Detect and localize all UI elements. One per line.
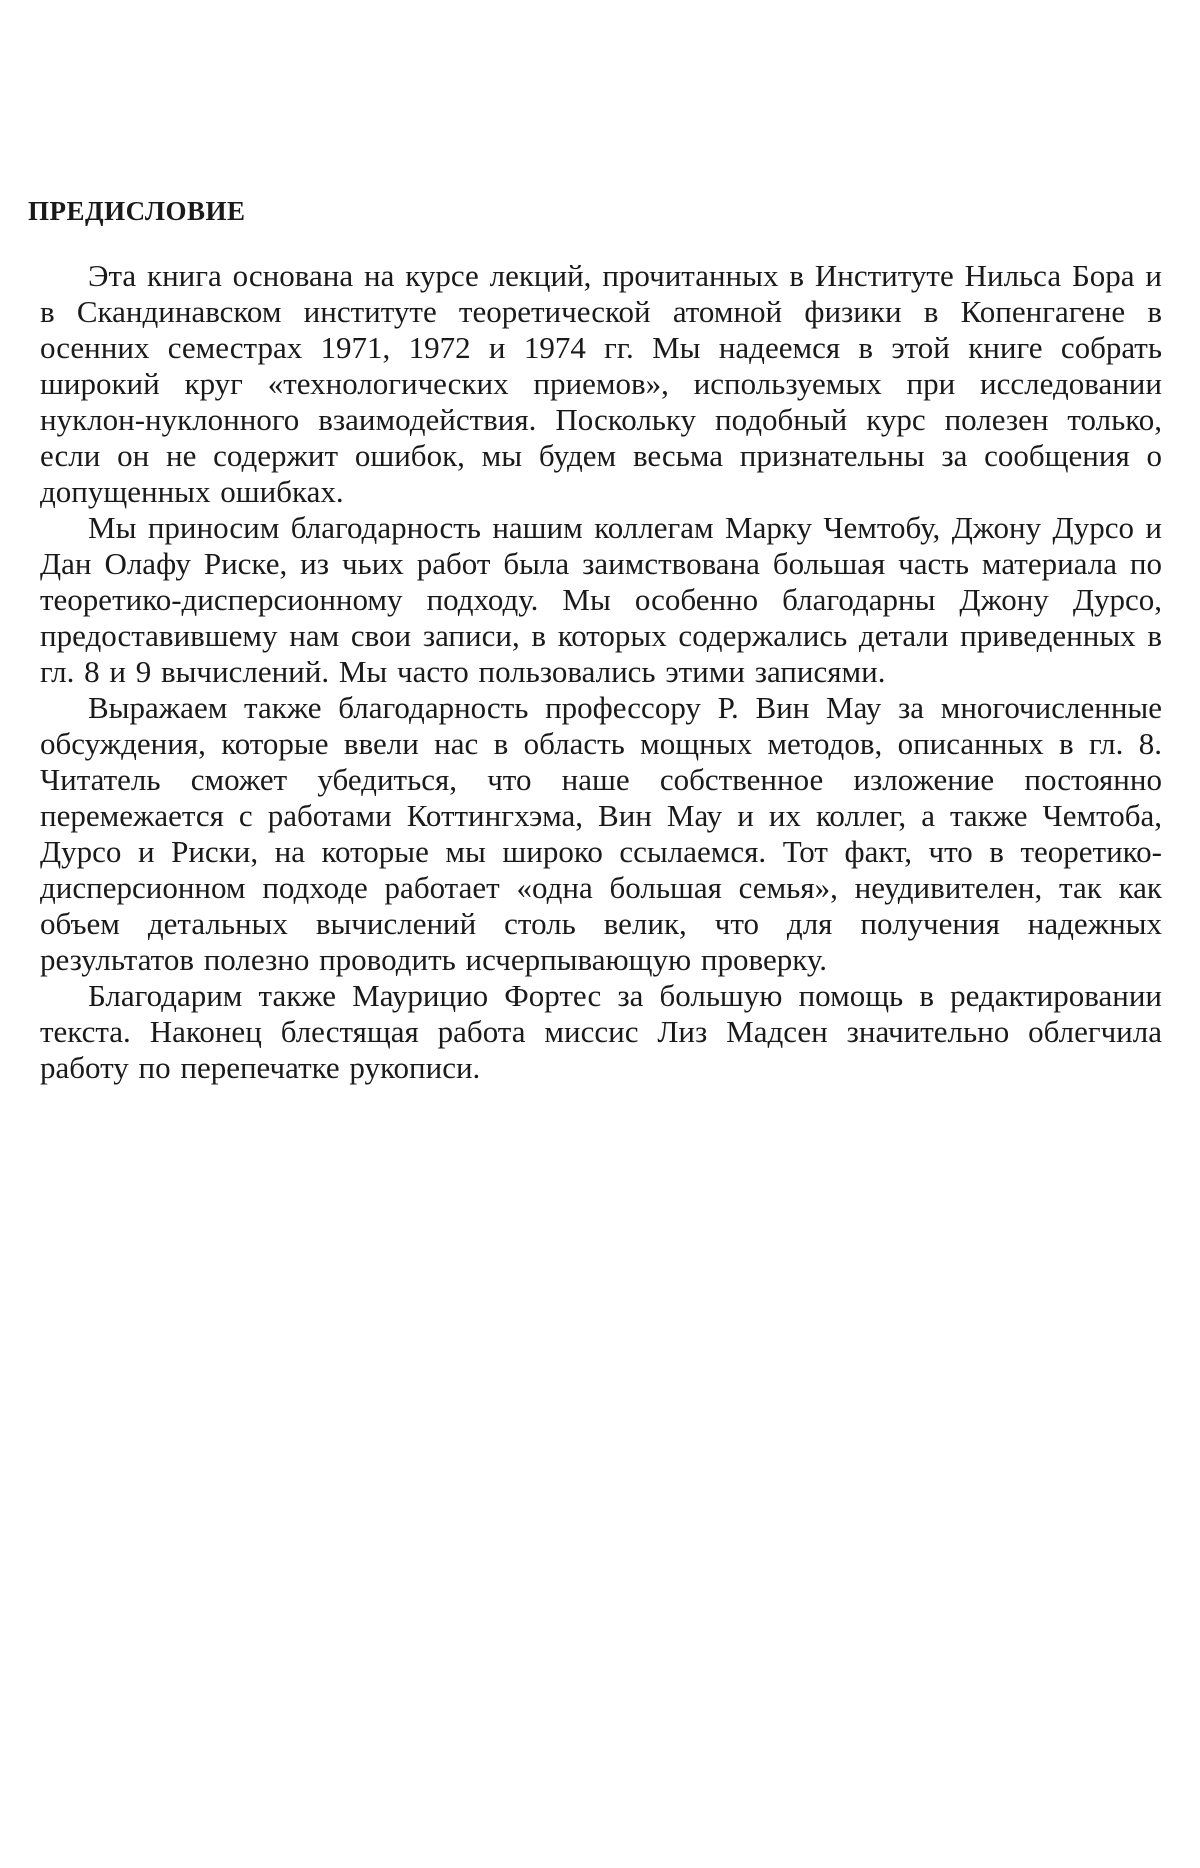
paragraph-2: Мы приносим благодарность нашим коллегам Марку Чемтобу, Джону Дурсо и Дан Олафу Риске, из чьих работ была заимствована большая часть материала по теоретико-дисперсионному подходу. Мы особенно благодарны Джону Дурсо, предоставившему нам свои записи, в которых содержались детали приведенных в гл. 8 и 9 вычислений. Мы часто пользовались этими записями. <box>40 510 1162 689</box>
paragraph-1: Эта книга основана на курсе лекций, прочитанных в Институте Нильса Бора и в Скандинавском институте теоретической атомной физики в Копенгагене в осенних семестрах 1971, 1972 и 1974 гг. Мы надеемся в этой книге собрать широкий круг «технологических приемов», используемых при исследовании нуклон-нуклонного взаимодействия. Поскольку подобный курс полезен только, если он не содержит ошибок, мы будем весьма признательны за сообщения о допущенных ошибках. <box>40 258 1162 509</box>
page-heading: ПРЕДИСЛОВИЕ <box>28 196 246 226</box>
preface-body <box>40 258 1162 1086</box>
paragraph-4: Благодарим также Маурицио Фортес за большую помощь в редактировании текста. Наконец блестящая работа миссис Лиз Мадсен значительно облегчила работу по перепечатке рукописи. <box>40 978 1162 1085</box>
paragraph-3: Выражаем также благодарность профессору Р. Вин Мау за многочисленные обсуждения, которые ввели нас в область мощных методов, описанных в гл. 8. Читатель сможет убедиться, что наше собственное изложение постоянно перемежается с работами Коттингхэма, Вин Мау и их коллег, а также Чемтоба, Дурсо и Риски, на которые мы широко ссылаемся. Тот факт, что в теоретико-дисперсионном подходе работает «одна большая семья», неудивителен, так как объем детальных вычислений столь велик, что для получения надежных результатов полезно проводить исчерпывающую проверку. <box>40 690 1162 977</box>
